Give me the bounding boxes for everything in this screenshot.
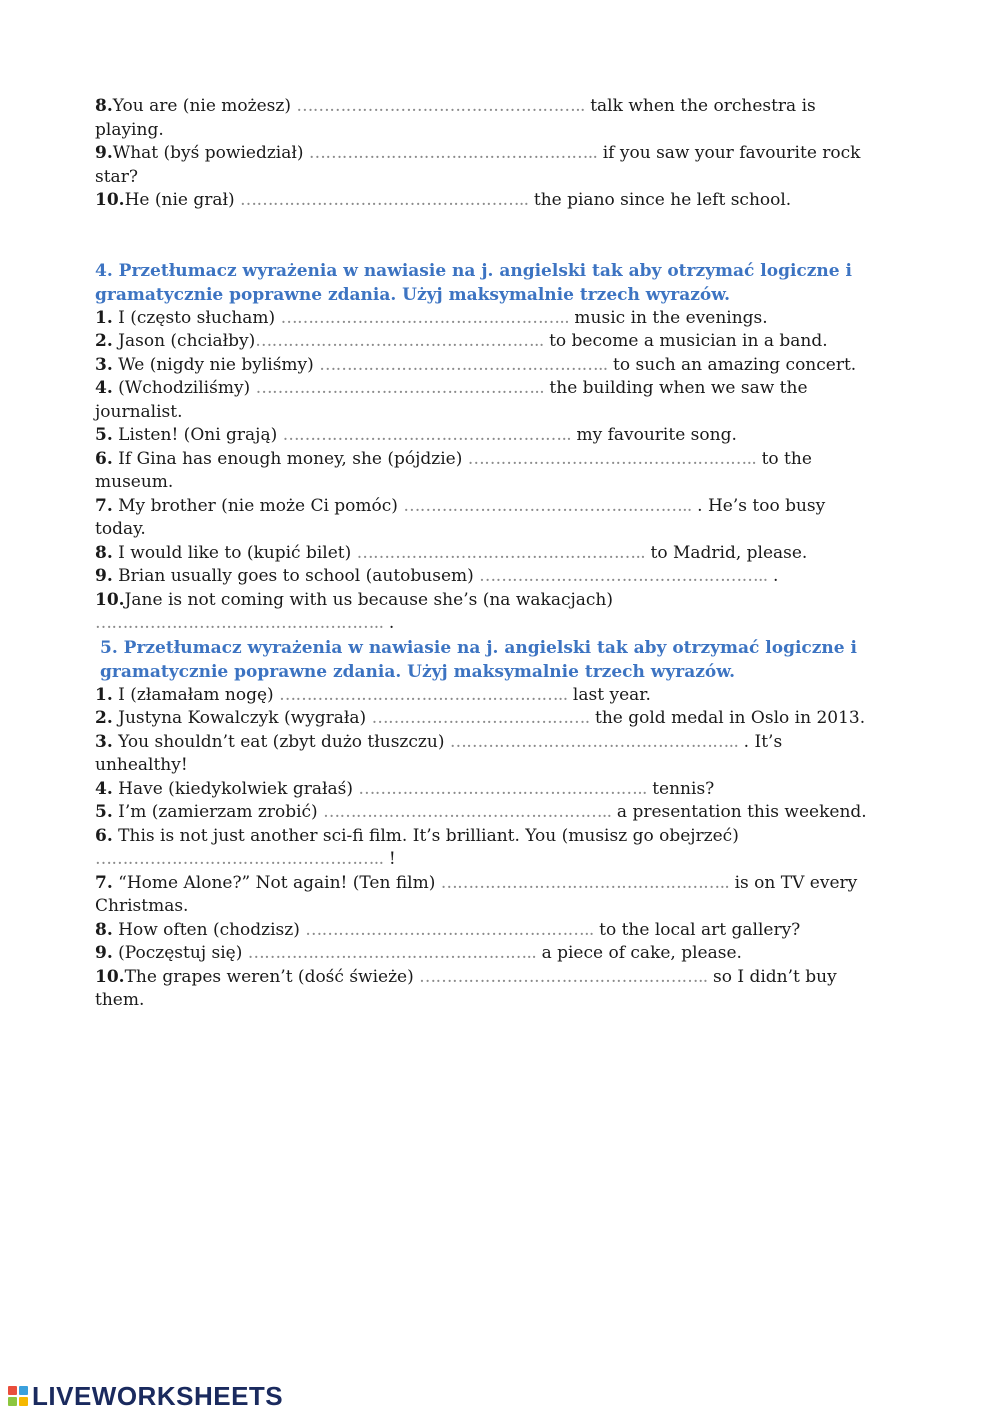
item-text: Have (kiedykolwiek grałaś) [112,778,359,799]
item-number: 10. [95,966,125,987]
item-text-end: to the local art gallery? [593,919,801,940]
exercise-item [95,942,875,966]
answer-blank[interactable]: …………………………………………….. [280,307,570,328]
exercise-item [95,95,875,142]
answer-blank[interactable]: …………………………………………….. [440,872,730,893]
answer-blank[interactable]: …………………………………………….. [305,919,594,940]
item-number: 9. [95,143,113,163]
item-number: 3. [95,731,113,752]
item-number: 4. [95,378,113,398]
item-text: You shouldn’t eat (zbyt dużo tłuszczu) [112,731,450,752]
item-text-end: . It’s unhealthy! [95,731,783,775]
exercise-item [95,919,875,943]
item-number: 4. [95,778,113,799]
answer-blank[interactable]: …………………………………………….. [467,448,757,469]
item-number: 6. [95,825,113,846]
answer-blank[interactable]: …………………………………………….. [279,684,568,705]
exercise-item [95,495,875,542]
item-text-end: last year. [567,684,651,705]
item-text-end: music in the evenings. [569,307,768,328]
item-number: 8. [95,919,113,940]
item-text-end: . [767,566,779,586]
answer-blank[interactable]: …………………………………………….. [95,613,384,633]
exercise-item [95,330,875,354]
answer-blank[interactable]: …………………………………………….. [282,425,572,445]
item-number: 3. [95,354,113,375]
item-number: 5. [95,425,113,445]
item-text: He (nie grał) [124,190,241,210]
item-text-end: to such an amazing concert. [607,354,857,375]
item-text: (Poczęstuj się) [112,943,248,963]
exercise-item [95,448,875,495]
answer-blank[interactable]: …………………………………………….. [319,354,608,375]
item-number: 10. [95,589,125,610]
item-text: I (złamałam nogę) [112,684,280,705]
exercise-5-items [95,684,875,1013]
logo-square [8,1397,17,1406]
item-number: 10. [95,190,125,210]
item-text-end: talk when the orchestra is playing. [95,96,816,140]
answer-blank[interactable]: …………………………………………….. [449,731,739,752]
item-text-end: is on TV every Christmas. [95,872,858,916]
item-number: 7. [95,872,113,893]
item-number: 5. [95,802,113,822]
item-text: Brian usually goes to school (autobusem) [112,566,480,586]
item-number: 9. [95,566,113,586]
exercise-item [95,872,875,919]
exercise-item [95,307,875,331]
item-number: 7. [95,495,113,516]
item-text: (Wchodziliśmy) [112,378,256,398]
item-text-end: so I didn’t buy them. [95,966,837,1010]
item-text-end: the building when we saw the journalist. [95,378,808,422]
item-text: Jason (chciałby) [112,331,256,351]
item-text-end: my favourite song. [571,425,737,445]
item-text: What (byś powiedział) [112,143,309,163]
exercise-item [95,801,875,825]
item-text: This is not just another sci-fi film. It’s brilliant. You (musisz go obejrzeć) [112,825,739,846]
item-text: Justyna Kowalczyk (wygrała) [112,708,372,728]
item-number: 8. [95,96,113,116]
answer-blank[interactable]: …………………………………………….. [419,966,708,987]
exercise-item [95,707,875,731]
item-text: Listen! (Oni grają) [112,425,283,445]
item-text: I (często słucham) [112,307,281,328]
liveworksheets-logo [8,1380,283,1412]
answer-blank[interactable]: …………………………………………….. [240,190,529,210]
item-text-end: the gold medal in Oslo in 2013. [589,708,866,728]
item-text-end: to the museum. [95,448,812,492]
item-text-end: the piano since he left school. [528,190,792,210]
exercise-item [95,684,875,708]
answer-blank[interactable]: …………………………………………….. [308,143,598,163]
item-number: 9. [95,943,113,963]
answer-blank[interactable]: …………………………………………….. [323,802,612,822]
exercise-item [95,589,875,636]
exercise-item [95,354,875,378]
answer-blank[interactable]: …………………………………………….. [255,331,544,351]
exercise-item [95,825,875,872]
item-text-end: . He’s too busy today. [95,495,826,539]
exercise-item [95,189,875,213]
exercise-5-heading: 5. Przetłumacz wyrażenia w nawiasie na j. angielski tak aby otrzymać logiczne i gramatycznie poprawne zdania. Użyj maksymalnie trzech wyrazów. [100,637,857,682]
answer-blank[interactable]: …………………………………………….. [358,778,647,799]
item-number: 2. [95,708,113,728]
item-text: You are (nie możesz) [112,96,297,116]
item-number: 2. [95,331,113,351]
item-number: 6. [95,448,113,469]
exercise-item [95,142,875,189]
item-text-end: ! [383,849,396,869]
item-text-end: a presentation this weekend. [611,802,867,822]
exercise-item [95,778,875,802]
item-text: I would like to (kupić bilet) [112,542,357,563]
exercise-item [95,377,875,424]
item-text-end: to become a musician in a band. [543,331,828,351]
item-number: 8. [95,542,113,563]
item-text-end: to Madrid, please. [645,542,808,563]
logo-square [19,1397,28,1406]
item-text-end: if you saw your favourite rock star? [95,143,861,187]
logo-squares-icon [8,1386,28,1406]
item-text-end: tennis? [646,778,715,799]
exercise-item [95,542,875,566]
answer-blank[interactable]: …………………………………………….. [247,943,537,963]
exercise-item [95,731,875,778]
item-text: How often (chodzisz) [112,919,306,940]
worksheet-content [95,95,875,1013]
answer-blank[interactable]: …………………………………………….. [95,849,384,869]
answer-blank[interactable]: …………………………………………….. [403,495,692,516]
item-text: My brother (nie może Ci pomóc) [112,495,404,516]
exercise-continued [95,95,875,213]
answer-blank[interactable]: …………………………………………….. [255,378,545,398]
answer-blank[interactable]: …………………………………………….. [356,542,646,563]
item-text: The grapes weren’t (dość świeże) [124,966,420,987]
exercise-item [95,565,875,589]
item-text: If Gina has enough money, she (pójdzie) [112,448,468,469]
logo-square [8,1386,17,1395]
item-text: “Home Alone?” Not again! (Ten film) [112,872,441,893]
item-number: 1. [95,307,113,328]
exercise-item [95,966,875,1013]
logo-square [19,1386,28,1395]
item-text: We (nigdy nie byliśmy) [112,354,320,375]
exercise-4-items [95,307,875,636]
item-text-end: . [383,613,395,633]
exercise-4-heading: 4. Przetłumacz wyrażenia w nawiasie na j. angielski tak aby otrzymać logiczne i gramatycznie poprawne zdania. Użyj maksymalnie trzech wyrazów. [95,260,852,305]
answer-blank[interactable]: …………………………………. [371,708,590,728]
answer-blank[interactable]: …………………………………………….. [296,96,585,116]
item-text: Jane is not coming with us because she’s (na wakacjach) [124,589,613,610]
brand-name: LIVEWORKSHEETS [32,1380,284,1411]
item-number: 1. [95,684,113,705]
answer-blank[interactable]: …………………………………………….. [479,566,768,586]
item-text: I’m (zamierzam zrobić) [112,802,324,822]
exercise-item [95,424,875,448]
item-text-end: a piece of cake, please. [536,943,742,963]
